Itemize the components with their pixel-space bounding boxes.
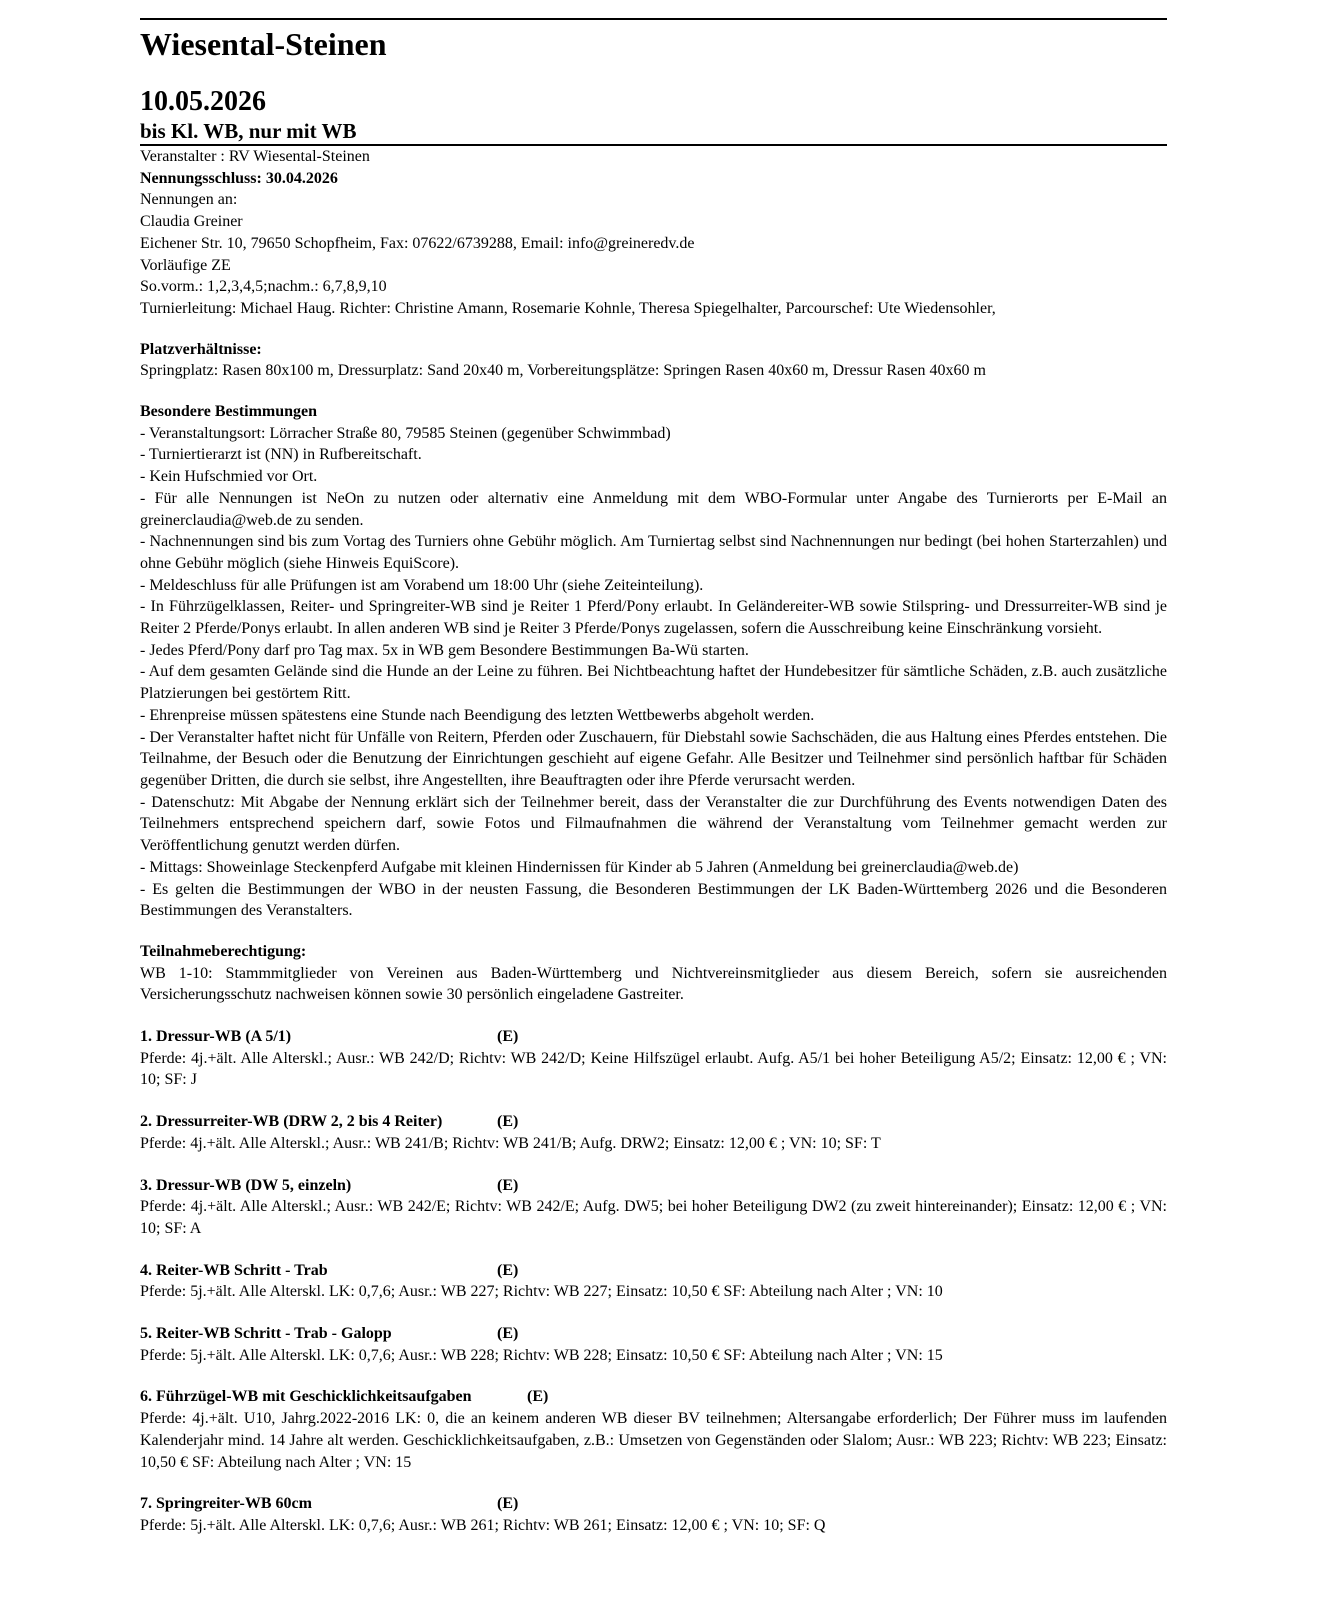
competition-1 [140, 1026, 1167, 1091]
section-besondere-bestimmungen [140, 401, 1167, 922]
event-subtitle: bis Kl. WB, nur mit WB [140, 119, 357, 143]
competition-details: Pferde: 5j.+ält. Alle Alterskl. LK: 0,7,6; Ausr.: WB 261; Richtv: WB 261; Einsatz: 12,00 € ; VN: 10; SF: Q [140, 1516, 826, 1534]
entry-deadline-line: Nennungsschluss: 30.04.2026 [140, 169, 338, 187]
competition-4 [140, 1260, 1167, 1303]
competition-heading [140, 1026, 1167, 1048]
competition-heading [140, 1493, 1167, 1515]
section-heading: Besondere Bestimmungen [140, 403, 318, 421]
competition-heading [140, 1386, 1167, 1408]
competition-6 [140, 1386, 1167, 1473]
competition-heading [140, 1111, 1167, 1133]
competition-title: 6. Führzügel-WB mit Geschicklichkeitsaufgaben [140, 1388, 472, 1406]
competition-tag: (E) [527, 1388, 549, 1406]
provision-item: - Der Veranstalter haftet nicht für Unfälle von Reitern, Pferden oder Zuschauern, für Diebstahl sowie Sachschäden, die aus Haltung eines Pferdes entstehen. Die Teilnahme, der Besuch oder die Benutzung der Einrichtungen geschieht auf eigene Gefahr. Alle Besitzer und Teilnehmer sind persönlich haftbar für Schäden gegenüber Dritten, die durch sie selbst, ihre Angestellten, ihre Beauftragten oder ihre Pferde verursacht werden. [140, 728, 1167, 789]
provision-item: - Mittags: Showeinlage Steckenpferd Aufgabe mit kleinen Hindernissen für Kinder ab 5 Jahren (Anmeldung bei greinerclaudia@web.de) [140, 858, 1019, 876]
competition-details: Pferde: 4j.+ält. Alle Alterskl.; Ausr.: WB 242/E; Richtv: WB 242/E; Aufg. DW5; bei hoher Beteiligung DW2 (zu zweit hintereinander); Einsatz: 12,00 € ; VN: 10; SF: A [140, 1198, 1167, 1237]
provision-item: - Auf dem gesamten Gelände sind die Hunde an der Leine zu führen. Bei Nichtbeachtung haftet der Hundebesitzer für sämtliche Schäden, z.B. auch zusätzliche Platzierungen bei gestörtem Ritt. [140, 663, 1167, 703]
schedule-line: So.vorm.: 1,2,3,4,5;nachm.: 6,7,8,9,10 [140, 278, 387, 296]
section-platzverhaeltnisse [140, 339, 1167, 382]
competition-5 [140, 1323, 1167, 1366]
competition-details: Pferde: 5j.+ält. Alle Alterskl. LK: 0,7,6; Ausr.: WB 228; Richtv: WB 228; Einsatz: 10,50 € SF: Abteilung nach Alter ; VN: 15 [140, 1346, 943, 1364]
competition-details: Pferde: 4j.+ält. Alle Alterskl.; Ausr.: WB 241/B; Richtv: WB 241/B; Aufg. DRW2; Einsatz: 12,00 € ; VN: 10; SF: T [140, 1134, 881, 1152]
contact-name-line: Claudia Greiner [140, 213, 243, 231]
provision-item: - Jedes Pferd/Pony darf pro Tag max. 5x in WB gem Besondere Bestimmungen Ba-Wü starten. [140, 641, 749, 659]
competition-title: 2. Dressurreiter-WB (DRW 2, 2 bis 4 Reiter) [140, 1113, 443, 1131]
officials-line: Turnierleitung: Michael Haug. Richter: Christine Amann, Rosemarie Kohnle, Theresa Spiegelhalter, Parcourschef: Ute Wiedensohler, [140, 299, 996, 317]
competition-tag: (E) [497, 1028, 519, 1046]
provisional-ze-line: Vorläufige ZE [140, 256, 231, 274]
competition-title: 3. Dressur-WB (DW 5, einzeln) [140, 1176, 352, 1194]
competition-title: 1. Dressur-WB (A 5/1) [140, 1028, 292, 1046]
organizer-info-block [140, 146, 1167, 320]
competition-tag: (E) [497, 1176, 519, 1194]
provision-item: - Es gelten die Bestimmungen der WBO in der neusten Fassung, die Besonderen Bestimmungen der LK Baden-Württemberg 2026 und die Besonderen Bestimmungen des Veranstalters. [140, 880, 1167, 920]
provision-item: - Ehrenpreise müssen spätestens eine Stunde nach Beendigung des letzten Wettbewerbs abgeholt werden. [140, 706, 815, 724]
competition-tag: (E) [497, 1261, 519, 1279]
section-heading: Platzverhältnisse: [140, 340, 262, 358]
competition-tag: (E) [497, 1495, 519, 1513]
provision-item: - Meldeschluss für alle Prüfungen ist am Vorabend um 18:00 Uhr (siehe Zeiteinteilung). [140, 576, 704, 594]
entries-to-label: Nennungen an: [140, 191, 238, 209]
competition-heading [140, 1175, 1167, 1197]
provision-item: - Nachnennungen sind bis zum Vortag des Turniers ohne Gebühr möglich. Am Turniertag selbst sind Nachnennungen nur bedingt (bei hohen Starterzahlen) und ohne Gebühr möglich (siehe Hinweis EquiScore). [140, 533, 1167, 572]
section-body: Springplatz: Rasen 80x100 m, Dressurplatz: Sand 20x40 m, Vorbereitungsplätze: Springen Rasen 40x60 m, Dressur Rasen 40x60 m [140, 362, 986, 380]
section-body: WB 1-10: Stammmitglieder von Vereinen aus Baden-Württemberg und Nichtvereinsmitglieder aus diesem Bereich, sofern sie ausreichenden Versicherungsschutz nachweisen können sowie 30 persönlich eingeladene Gastreiter. [140, 964, 1167, 1004]
event-date: 10.05.2026 [140, 86, 266, 117]
provision-item: - Turniertierarzt ist (NN) in Rufbereitschaft. [140, 446, 422, 464]
competition-2 [140, 1111, 1167, 1154]
competition-heading [140, 1323, 1167, 1345]
competition-tag: (E) [497, 1325, 519, 1343]
provision-item: - Datenschutz: Mit Abgabe der Nennung erklärt sich der Teilnehmer bereit, dass der Veranstalter die zur Durchführung des Events notwendigen Daten des Teilnehmers entsprechend speichern darf, sowie Fotos und Filmaufnahmen die während der Veranstaltung vom Teilnehmer gemacht werden zur Veröffentlichung genutzt werden dürfen. [140, 793, 1167, 855]
competition-tag: (E) [497, 1113, 519, 1131]
section-heading: Teilnahmeberechtigung: [140, 942, 307, 960]
contact-address-line: Eichener Str. 10, 79650 Schopfheim, Fax: 07622/6739288, Email: info@greineredv.de [140, 234, 695, 252]
competition-details: Pferde: 5j.+ält. Alle Alterskl. LK: 0,7,6; Ausr.: WB 227; Richtv: WB 227; Einsatz: 10,50 € SF: Abteilung nach Alter ; VN: 10 [140, 1283, 943, 1301]
competition-details: Pferde: 4j.+ält. U10, Jahrg.2022-2016 LK: 0, die an keinem anderen WB dieser BV teilnehmen; Altersangabe erforderlich; Der Führer muss im laufenden Kalenderjahr mind. 14 Jahre alt werden. Geschicklichkeitsaufgaben, z.B.: Umsetzen von Gegenständen oder Slalom; Ausr.: WB 223; Richtv: WB 223; Einsatz: 10,50 € SF: Abteilung nach Alter ; VN: 15 [140, 1410, 1167, 1471]
competition-3 [140, 1175, 1167, 1240]
competition-7 [140, 1493, 1167, 1536]
provision-item: - Veranstaltungsort: Lörracher Straße 80, 79585 Steinen (gegenüber Schwimmbad) [140, 424, 671, 442]
section-teilnahmeberechtigung [140, 941, 1167, 1006]
top-rule [140, 18, 1167, 20]
organizer-line: Veranstalter : RV Wiesental-Steinen [140, 148, 370, 165]
competition-title: 4. Reiter-WB Schritt - Trab [140, 1261, 328, 1279]
competition-details: Pferde: 4j.+ält. Alle Alterskl.; Ausr.: WB 242/D; Richtv: WB 242/D; Keine Hilfszügel erlaubt. Aufg. A5/1 bei hoher Beteiligung A5/2; Einsatz: 12,00 € ; VN: 10; SF: J [140, 1049, 1167, 1089]
provision-item: - Für alle Nennungen ist NeOn zu nutzen oder alternativ eine Anmeldung mit dem WBO-Formular unter Angabe des Turnierorts per E-Mail an greinerclaudia@web.de zu senden. [140, 489, 1167, 529]
provision-item: - In Führzügelklassen, Reiter- und Springreiter-WB sind je Reiter 1 Pferd/Pony erlaubt. In Geländereiter-WB sowie Stilspring- und Dressurreiter-WB sind je Reiter 2 Pferde/Ponys erlaubt. In allen anderen WB sind je Reiter 3 Pferde/Ponys zugelassen, sofern die Ausschreibung keine Einschränkung vorsieht. [140, 598, 1167, 638]
competition-heading [140, 1260, 1167, 1282]
competition-title: 7. Springreiter-WB 60cm [140, 1495, 312, 1513]
provision-item: - Kein Hufschmied vor Ort. [140, 468, 318, 486]
page-title: Wiesental-Steinen [140, 26, 387, 62]
competition-title: 5. Reiter-WB Schritt - Trab - Galopp [140, 1325, 392, 1343]
